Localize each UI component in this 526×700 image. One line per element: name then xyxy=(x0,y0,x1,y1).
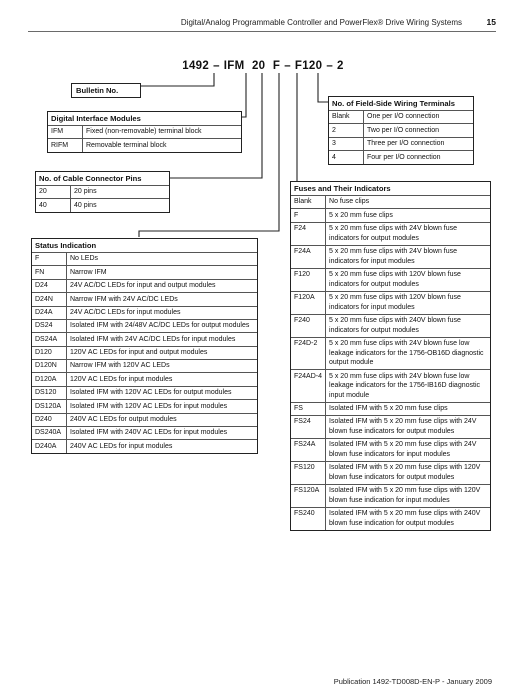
code-cell: 4 xyxy=(329,151,364,164)
interface-modules-heading: Digital Interface Modules xyxy=(51,114,141,123)
table-row xyxy=(32,333,257,346)
code-cell: F24 xyxy=(291,222,326,245)
desc-cell: 40 pins xyxy=(71,199,170,212)
table-row xyxy=(291,209,490,222)
desc-cell: Removable terminal block xyxy=(83,139,242,152)
code-cell: F24AD-4 xyxy=(291,370,326,403)
code-cell: 3 xyxy=(329,137,364,150)
desc-cell: Two per I/O connection xyxy=(364,124,474,137)
code-cell: D120N xyxy=(32,360,67,373)
desc-cell: Isolated IFM with 5 x 20 mm fuse clips xyxy=(326,402,490,415)
code-cell: FS240 xyxy=(291,507,326,529)
table-row xyxy=(36,199,169,212)
status-indication-heading: Status Indication xyxy=(35,241,97,250)
code-cell: DS240A xyxy=(32,426,67,439)
code-cell: D240A xyxy=(32,440,67,453)
catalog-number xyxy=(0,60,526,72)
code-cell: DS120A xyxy=(32,400,67,413)
code-cell: DS24 xyxy=(32,319,67,332)
table-row xyxy=(48,126,241,139)
table-row xyxy=(291,337,490,370)
desc-cell: 24V AC/DC LEDs for input modules xyxy=(67,306,258,319)
interface-modules-table xyxy=(47,111,242,153)
table-row xyxy=(32,266,257,279)
fuses-table xyxy=(290,181,491,531)
desc-cell: 5 x 20 mm fuse clips with 24V blown fuse low leakage indicators for the 1756-IB16D diagnostic input module xyxy=(326,370,490,403)
desc-cell: Isolated IFM with 120V AC LEDs for input modules xyxy=(67,400,258,413)
table-row xyxy=(32,279,257,292)
code-cell: F xyxy=(291,209,326,222)
catalog-dash: – xyxy=(284,60,291,72)
table-row xyxy=(329,124,473,137)
desc-cell: Three per I/O connection xyxy=(364,137,474,150)
table-row xyxy=(291,439,490,462)
desc-cell: Isolated IFM with 5 x 20 mm fuse clips with 24V blown fuse indicators for output modules xyxy=(326,416,490,439)
code-cell: 2 xyxy=(329,124,364,137)
desc-cell: 120V AC LEDs for input modules xyxy=(67,373,258,386)
catalog-part-bulletin: 1492 xyxy=(182,60,210,72)
desc-cell: 20 pins xyxy=(71,186,170,199)
desc-cell: 5 x 20 mm fuse clips with 24V blown fuse low leakage indicators for the 1756-OB16D diagnostic output module xyxy=(326,337,490,370)
desc-cell: No LEDs xyxy=(67,253,258,266)
table-row xyxy=(291,416,490,439)
table-row xyxy=(329,137,473,150)
publication-footer: Publication 1492-TD008D-EN-P - January 2009 xyxy=(333,677,492,686)
code-cell: D120A xyxy=(32,373,67,386)
catalog-part-status: F xyxy=(272,60,281,72)
code-cell: D240 xyxy=(32,413,67,426)
table-row xyxy=(48,139,241,152)
table-row xyxy=(32,400,257,413)
code-cell: DS120 xyxy=(32,386,67,399)
code-cell: F240 xyxy=(291,314,326,337)
table-row xyxy=(291,245,490,268)
code-cell: FS xyxy=(291,402,326,415)
catalog-dash: – xyxy=(326,60,334,72)
desc-cell: 240V AC LEDs for output modules xyxy=(67,413,258,426)
code-cell: F24D-2 xyxy=(291,337,326,370)
table-row xyxy=(36,186,169,199)
table-row xyxy=(291,402,490,415)
code-cell: FS24 xyxy=(291,416,326,439)
desc-cell: 120V AC LEDs for input and output modules xyxy=(67,346,258,359)
header-rule xyxy=(28,31,496,32)
code-cell: Blank xyxy=(291,196,326,209)
status-indication-table xyxy=(31,238,258,454)
desc-cell: Isolated IFM with 5 x 20 mm fuse clips with 24V blown fuse indicators for input modules xyxy=(326,439,490,462)
desc-cell: Narrow IFM with 120V AC LEDs xyxy=(67,360,258,373)
table-row xyxy=(291,314,490,337)
desc-cell: Isolated IFM with 24/48V AC/DC LEDs for output modules xyxy=(67,319,258,332)
table-row xyxy=(291,370,490,403)
table-row xyxy=(329,151,473,164)
code-cell: FS24A xyxy=(291,439,326,462)
desc-cell: Narrow IFM xyxy=(67,266,258,279)
table-row xyxy=(32,440,257,453)
code-cell: D120 xyxy=(32,346,67,359)
field-terminals-heading: No. of Field-Side Wiring Terminals xyxy=(332,99,455,108)
table-row xyxy=(291,222,490,245)
running-header: Digital/Analog Programmable Controller and PowerFlex® Drive Wiring Systems xyxy=(180,18,462,27)
desc-cell: Isolated IFM with 5 x 20 mm fuse clips with 120V blown fuse indicators for output modules xyxy=(326,462,490,485)
table-row xyxy=(291,507,490,529)
table-row xyxy=(32,373,257,386)
code-cell: 20 xyxy=(36,186,71,199)
desc-cell: Isolated IFM with 24V AC/DC LEDs for input modules xyxy=(67,333,258,346)
code-cell: IFM xyxy=(48,126,83,139)
connector-pins-table xyxy=(35,171,170,213)
desc-cell: 5 x 20 mm fuse clips with 24V blown fuse indicators for input modules xyxy=(326,245,490,268)
bulletin-box xyxy=(71,83,141,98)
table-row xyxy=(32,319,257,332)
code-cell: F120A xyxy=(291,291,326,314)
desc-cell: Four per I/O connection xyxy=(364,151,474,164)
table-row xyxy=(32,360,257,373)
code-cell: Blank xyxy=(329,111,364,124)
desc-cell: Isolated IFM with 5 x 20 mm fuse clips with 120V blown fuse indication for input modules xyxy=(326,485,490,508)
code-cell: DS24A xyxy=(32,333,67,346)
desc-cell: 24V AC/DC LEDs for input and output modules xyxy=(67,279,258,292)
desc-cell: 5 x 20 mm fuse clips with 120V blown fuse indicators for input modules xyxy=(326,291,490,314)
code-cell: D24A xyxy=(32,306,67,319)
desc-cell: 5 x 20 mm fuse clips with 24V blown fuse indicators for output modules xyxy=(326,222,490,245)
table-row xyxy=(329,111,473,124)
desc-cell: Fixed (non-removable) terminal block xyxy=(83,126,242,139)
connector-pins-heading: No. of Cable Connector Pins xyxy=(39,174,142,183)
table-row xyxy=(291,268,490,291)
code-cell: RIFM xyxy=(48,139,83,152)
code-cell: F xyxy=(32,253,67,266)
catalog-part-fuses: F120 xyxy=(294,60,323,72)
table-row xyxy=(32,253,257,266)
table-row xyxy=(32,413,257,426)
table-row xyxy=(32,386,257,399)
desc-cell: 5 x 20 mm fuse clips with 240V blown fuse indicators for output modules xyxy=(326,314,490,337)
table-row xyxy=(32,426,257,439)
fuses-heading: Fuses and Their Indicators xyxy=(294,184,391,193)
desc-cell: 5 x 20 mm fuse clips with 120V blown fuse indicators for output modules xyxy=(326,268,490,291)
desc-cell: One per I/O connection xyxy=(364,111,474,124)
desc-cell: No fuse clips xyxy=(326,196,490,209)
catalog-dash: – xyxy=(213,60,220,72)
table-row xyxy=(291,485,490,508)
code-cell: FN xyxy=(32,266,67,279)
code-cell: 40 xyxy=(36,199,71,212)
desc-cell: Isolated IFM with 240V AC LEDs for input modules xyxy=(67,426,258,439)
desc-cell: 240V AC LEDs for input modules xyxy=(67,440,258,453)
page-number: 15 xyxy=(486,17,496,27)
desc-cell: Isolated IFM with 120V AC LEDs for output modules xyxy=(67,386,258,399)
table-row xyxy=(32,293,257,306)
code-cell: D24N xyxy=(32,293,67,306)
table-row xyxy=(32,306,257,319)
desc-cell: 5 x 20 mm fuse clips xyxy=(326,209,490,222)
desc-cell: Narrow IFM with 24V AC/DC LEDs xyxy=(67,293,258,306)
catalog-part-interface: IFM xyxy=(223,60,245,72)
code-cell: FS120A xyxy=(291,485,326,508)
code-cell: FS120 xyxy=(291,462,326,485)
field-terminals-table xyxy=(328,96,474,165)
catalog-part-terminals: 2 xyxy=(337,60,344,72)
catalog-part-pins: 20 xyxy=(251,60,266,72)
table-row xyxy=(291,291,490,314)
bulletin-label: Bulletin No. xyxy=(76,86,119,95)
desc-cell: Isolated IFM with 5 x 20 mm fuse clips with 240V blown fuse indication for output modules xyxy=(326,507,490,529)
code-cell: F120 xyxy=(291,268,326,291)
table-row xyxy=(291,462,490,485)
table-row xyxy=(291,196,490,209)
code-cell: D24 xyxy=(32,279,67,292)
table-row xyxy=(32,346,257,359)
code-cell: F24A xyxy=(291,245,326,268)
